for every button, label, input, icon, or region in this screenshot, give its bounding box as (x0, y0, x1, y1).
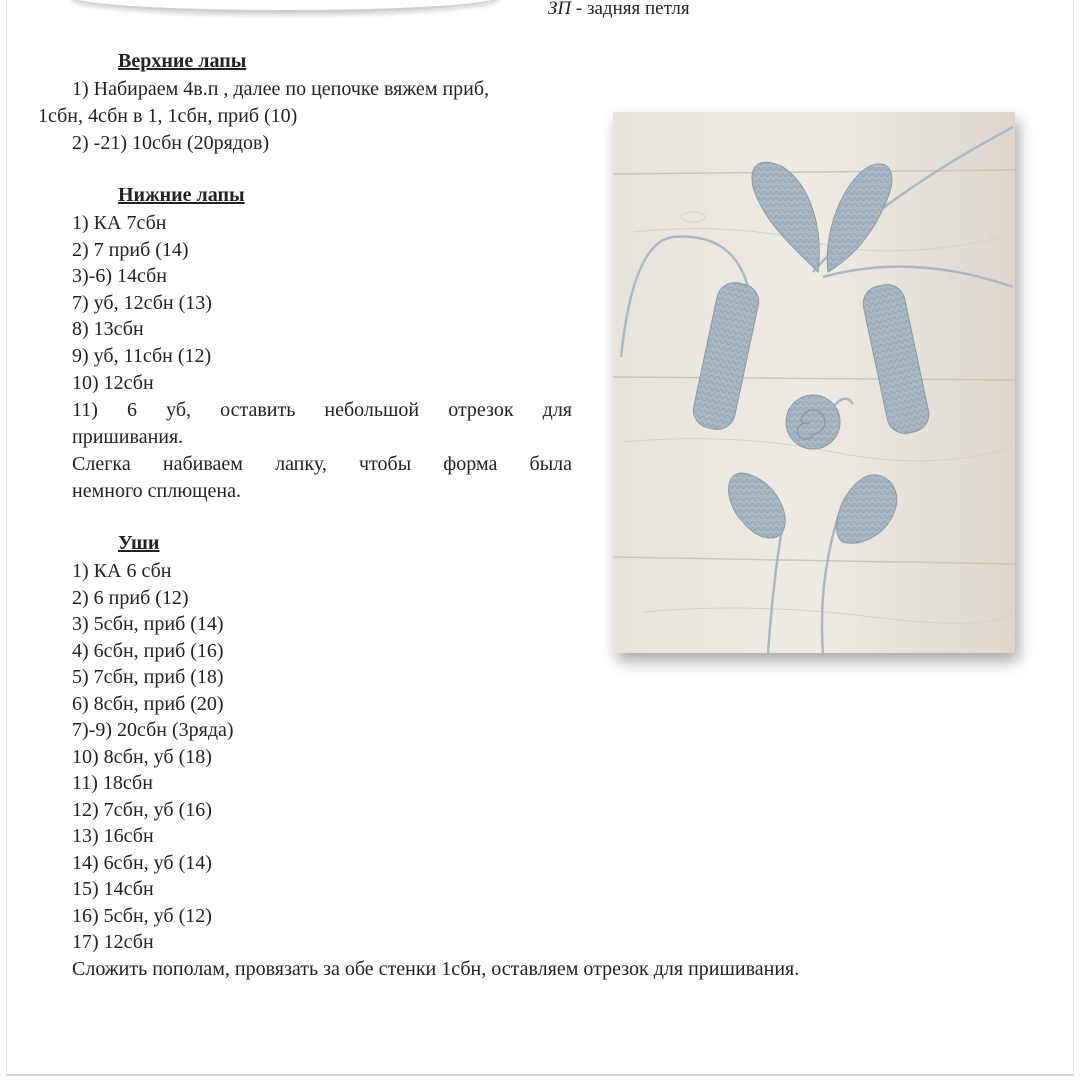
text-line: 7)-9) 20сбн (3ряда) (72, 719, 234, 741)
text-line: 9) уб, 11сбн (12) (72, 345, 212, 367)
legend-text: - задняя петля (571, 0, 690, 19)
section-title-lower-paws: Нижние лапы (118, 184, 245, 206)
text-line: 1) КА 7сбн (72, 212, 167, 234)
text-line: 1сбн, 4сбн в 1, 1сбн, приб (10) (38, 105, 298, 127)
text-line: 1) Набираем 4в.п , далее по цепочке вяжем приб, (72, 78, 490, 100)
text-line: 14) 6сбн, уб (14) (72, 852, 212, 874)
text-line: 8) 13сбн (72, 318, 144, 340)
wood-background (613, 112, 1015, 653)
text-line: 7) уб, 12сбн (13) (72, 292, 212, 314)
legend-abbr: ЗП (548, 0, 572, 19)
text-line: 10) 8сбн, уб (18) (72, 746, 212, 768)
text-line: Сложить пополам, провязать за обе стенки 1сбн, оставляем отрезок для пришивания. (72, 958, 800, 980)
text-line: 10) 12сбн (72, 372, 154, 394)
section-title-ears: Уши (118, 532, 160, 554)
text-line: 1) КА 6 сбн (72, 560, 172, 582)
text-line: 3) 5сбн, приб (14) (72, 613, 224, 635)
text-line: 6) 8сбн, приб (20) (72, 693, 224, 715)
text-line: 13) 16сбн (72, 825, 154, 847)
text-line: Слегка набиваем лапку, чтобы форма была (72, 453, 572, 475)
section-title-upper-paws: Верхние лапы (118, 50, 247, 72)
text-line: 2) 6 приб (12) (72, 587, 189, 609)
text-line: 11) 18сбн (72, 772, 153, 794)
text-line: 15) 14сбн (72, 878, 154, 900)
text-line: немного сплющена. (72, 480, 242, 502)
legend (548, 0, 690, 20)
text-line: 5) 7сбн, приб (18) (72, 666, 224, 688)
text-line: 4) 6сбн, приб (16) (72, 640, 224, 662)
text-line: 17) 12сбн (72, 931, 154, 953)
text-line: 3)-6) 14сбн (72, 265, 167, 287)
text-line: 16) 5сбн, уб (12) (72, 905, 212, 927)
text-line: 2) 7 приб (14) (72, 239, 189, 261)
text-line: 11) 6 уб, оставить небольшой отрезок для (72, 399, 572, 421)
crochet-parts-photo (613, 112, 1015, 653)
tail-ball (786, 395, 840, 449)
text-line: пришивания. (72, 426, 184, 448)
text-line: 2) -21) 10сбн (20рядов) (72, 132, 270, 154)
text-line: 12) 7сбн, уб (16) (72, 799, 212, 821)
